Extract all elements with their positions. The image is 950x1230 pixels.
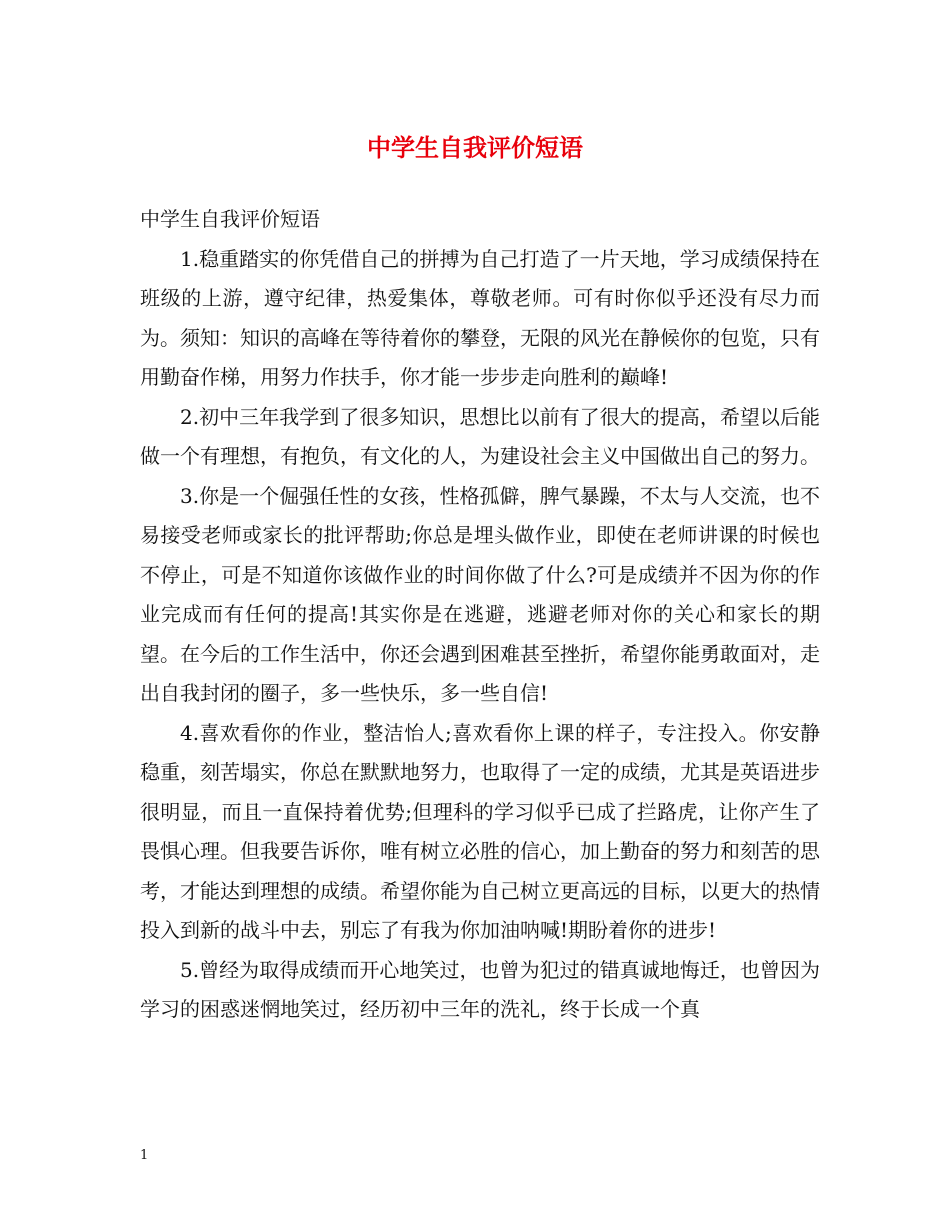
paragraph-2: 2.初中三年我学到了很多知识，思想比以前有了很大的提高，希望以后能做一个有理想，有抱负，有文化的人，为建设社会主义中国做出自己的努力。 [140, 404, 820, 468]
page-number: 1 [140, 1148, 149, 1163]
document-body [140, 200, 820, 1030]
paragraph-3: 3.你是一个倔强任性的女孩，性格孤僻，脾气暴躁，不太与人交流，也不易接受老师或家长的批评帮助;你总是埋头做作业，即使在老师讲课的时候也不停止，可是不知道你该做作业的时间你做了什么?可是成绩并不因为你的作业完成而有任何的提高!其实你是在逃避，逃避老师对你的关心和家长的期望。在今后的工作生活中，你还会遇到困难甚至挫折，希望你能勇敢面对，走出自我封闭的圈子，多一些快乐，多一些自信! [140, 483, 820, 705]
document-subtitle: 中学生自我评价短语 [140, 207, 320, 231]
paragraph-1: 1.稳重踏实的你凭借自己的拼搏为自己打造了一片天地，学习成绩保持在班级的上游，遵守纪律，热爱集体，尊敬老师。可有时你似乎还没有尽力而为。须知：知识的高峰在等待着你的攀登，无限的风光在静候你的包览，只有用勤奋作梯，用努力作扶手，你才能一步步走向胜利的巅峰! [140, 246, 820, 389]
paragraph-5: 5.曾经为取得成绩而开心地笑过，也曾为犯过的错真诚地悔迁，也曾因为学习的困惑迷惘地笑过，经历初中三年的洗礼，终于长成一个真 [140, 957, 820, 1021]
paragraph-4: 4.喜欢看你的作业，整洁怡人;喜欢看你上课的样子，专注投入。你安静稳重，刻苦塌实，你总在默默地努力，也取得了一定的成绩，尤其是英语进步很明显，而且一直保持着优势;但理科的学习似乎已成了拦路虎，让你产生了畏惧心理。但我要告诉你，唯有树立必胜的信心，加上勤奋的努力和刻苦的思考，才能达到理想的成绩。希望你能为自己树立更高远的目标，以更大的热情投入到新的战斗中去，别忘了有我为你加油呐喊!期盼着你的进步! [140, 720, 820, 942]
document-title: 中学生自我评价短语 [367, 133, 583, 162]
